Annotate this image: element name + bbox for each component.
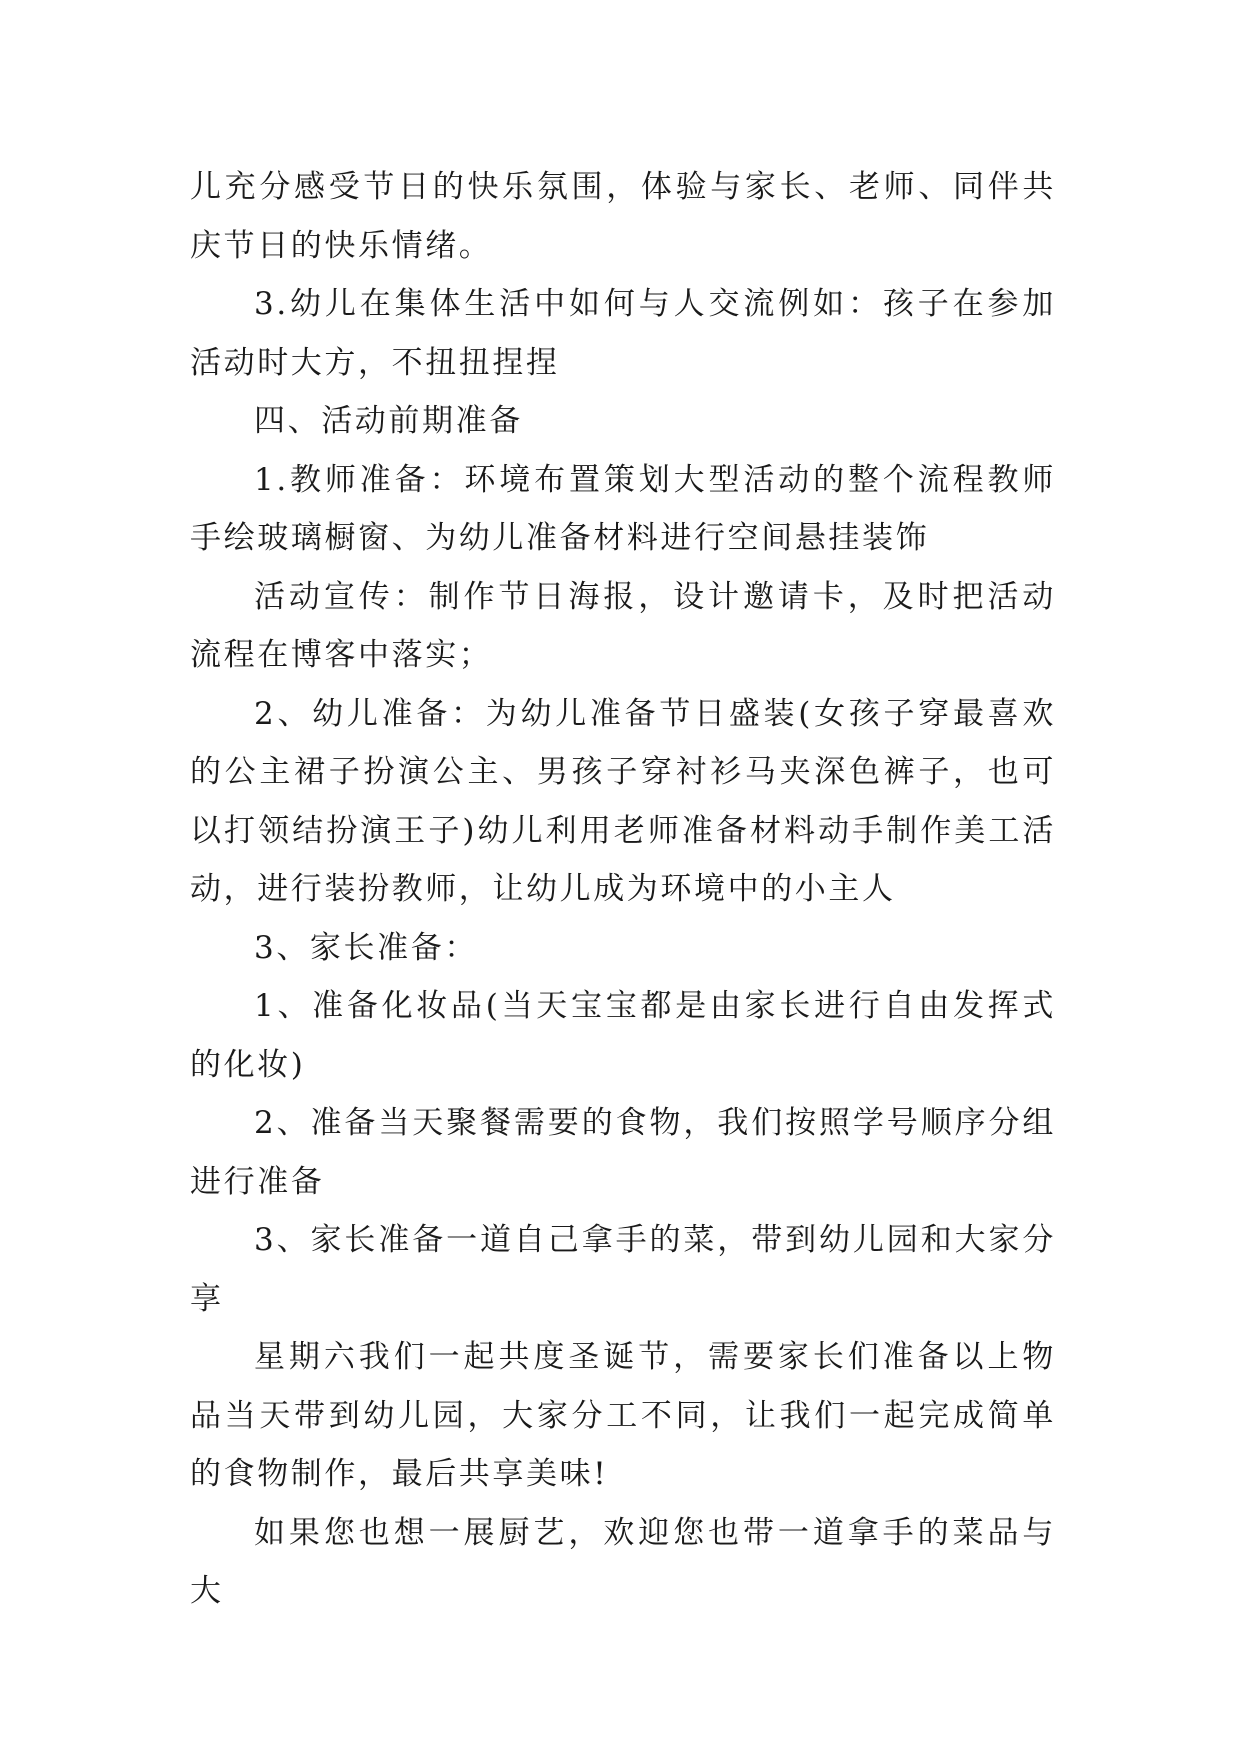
paragraph-child-prep: 2、幼儿准备：为幼儿准备节日盛装(女孩子穿最喜欢的公主裙子扮演公主、男孩子穿衬衫马夹深色裤子，也可以打领结扮演王子)幼儿利用老师准备材料动手制作美工活动，进行装扮教师，让幼儿成为环境中的小主人 [190,695,1056,907]
paragraph-teacher-prep: 1.教师准备：环境布置策划大型活动的整个流程教师手绘玻璃橱窗、为幼儿准备材料进行空间悬挂装饰 [190,461,1056,556]
document-body [190,158,1056,1621]
paragraph-1: 儿充分感受节日的快乐氛围，体验与家长、老师、同伴共庆节日的快乐情绪。 [190,169,1056,264]
paragraph-parent-item-3: 3、家长准备一道自己拿手的菜，带到幼儿园和大家分享 [190,1222,1056,1317]
section-heading-preparation: 四、活动前期准备 [254,403,523,439]
paragraph-promotion: 活动宣传：制作节日海报，设计邀请卡，及时把活动流程在博客中落实； [190,578,1056,673]
paragraph-parent-prep-heading: 3、家长准备： [254,929,478,966]
paragraph-parent-item-1: 1、准备化妆品(当天宝宝都是由家长进行自由发挥式的化妆) [190,988,1056,1083]
paragraph-saturday: 星期六我们一起共度圣诞节，需要家长们准备以上物品当天带到幼儿园，大家分工不同，让我们一起完成简单的食物制作，最后共享美味! [190,1339,1056,1492]
paragraph-2: 3.幼儿在集体生活中如何与人交流例如：孩子在参加活动时大方，不扭扭捏捏 [190,286,1056,381]
paragraph-parent-item-2: 2、准备当天聚餐需要的食物，我们按照学号顺序分组进行准备 [190,1105,1056,1200]
paragraph-invitation: 如果您也想一展厨艺，欢迎您也带一道拿手的菜品与大 [190,1514,1056,1609]
